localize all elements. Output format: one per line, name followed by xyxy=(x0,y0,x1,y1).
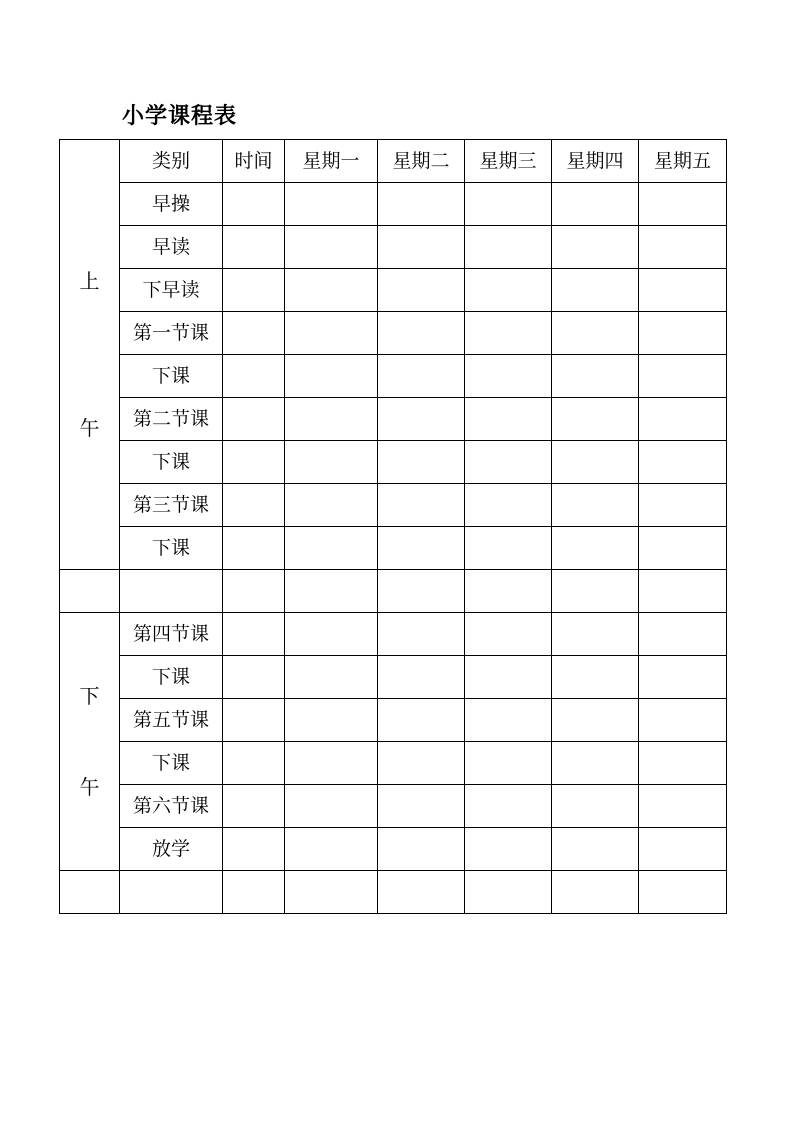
time-cell xyxy=(223,828,285,871)
schedule-cell xyxy=(465,699,552,742)
blank-cell xyxy=(552,570,639,613)
table-row xyxy=(60,355,727,398)
time-cell xyxy=(223,355,285,398)
time-cell xyxy=(223,484,285,527)
row-category: 下课 xyxy=(120,527,223,570)
blank-cell xyxy=(120,871,223,914)
schedule-cell xyxy=(465,441,552,484)
header-day-wed: 星期三 xyxy=(465,140,552,183)
schedule-cell xyxy=(378,398,465,441)
schedule-cell xyxy=(552,355,639,398)
schedule-cell xyxy=(465,785,552,828)
schedule-cell xyxy=(285,226,378,269)
time-cell xyxy=(223,742,285,785)
header-day-thu: 星期四 xyxy=(552,140,639,183)
schedule-cell xyxy=(465,742,552,785)
time-cell xyxy=(223,656,285,699)
blank-cell xyxy=(378,871,465,914)
schedule-cell xyxy=(285,613,378,656)
schedule-cell xyxy=(465,613,552,656)
schedule-cell xyxy=(285,785,378,828)
schedule-cell xyxy=(552,785,639,828)
schedule-cell xyxy=(378,656,465,699)
time-cell xyxy=(223,613,285,656)
schedule-cell xyxy=(285,312,378,355)
row-category: 放学 xyxy=(120,828,223,871)
header-category: 类别 xyxy=(120,140,223,183)
row-category: 第二节课 xyxy=(120,398,223,441)
schedule-cell xyxy=(465,828,552,871)
table-row xyxy=(60,527,727,570)
schedule-cell xyxy=(552,269,639,312)
schedule-cell xyxy=(639,183,727,226)
table-row xyxy=(60,699,727,742)
row-category: 第六节课 xyxy=(120,785,223,828)
schedule-cell xyxy=(552,828,639,871)
schedule-cell xyxy=(378,785,465,828)
row-category: 第四节课 xyxy=(120,613,223,656)
table-row xyxy=(60,183,727,226)
blank-cell xyxy=(639,871,727,914)
schedule-cell xyxy=(378,441,465,484)
schedule-cell xyxy=(639,441,727,484)
schedule-cell xyxy=(378,613,465,656)
schedule-cell xyxy=(639,484,727,527)
afternoon-label-top: 下 xyxy=(79,683,100,708)
schedule-cell xyxy=(639,656,727,699)
schedule-cell xyxy=(378,269,465,312)
page-title: 小学课程表 xyxy=(122,104,238,129)
schedule-cell xyxy=(465,183,552,226)
schedule-cell xyxy=(552,312,639,355)
schedule-cell xyxy=(285,183,378,226)
blank-cell xyxy=(60,871,120,914)
morning-label-bottom: 午 xyxy=(79,416,100,441)
break-row xyxy=(60,570,727,613)
schedule-cell xyxy=(285,656,378,699)
schedule-cell xyxy=(378,527,465,570)
table-row xyxy=(60,312,727,355)
schedule-cell xyxy=(465,355,552,398)
footer-row xyxy=(60,871,727,914)
header-day-fri: 星期五 xyxy=(639,140,727,183)
schedule-cell xyxy=(639,269,727,312)
schedule-cell xyxy=(552,742,639,785)
row-category: 下课 xyxy=(120,656,223,699)
afternoon-label-cell xyxy=(60,613,120,871)
blank-cell xyxy=(378,570,465,613)
schedule-cell xyxy=(378,183,465,226)
schedule-cell xyxy=(552,484,639,527)
schedule-cell xyxy=(465,398,552,441)
schedule-cell xyxy=(285,355,378,398)
schedule-cell xyxy=(378,312,465,355)
time-cell xyxy=(223,312,285,355)
table-row xyxy=(60,269,727,312)
table-row xyxy=(60,828,727,871)
blank-cell xyxy=(120,570,223,613)
schedule-cell xyxy=(552,527,639,570)
schedule-cell xyxy=(639,828,727,871)
table-row xyxy=(60,785,727,828)
row-category: 第三节课 xyxy=(120,484,223,527)
header-row xyxy=(60,140,727,183)
schedule-cell xyxy=(465,226,552,269)
schedule-cell xyxy=(465,312,552,355)
schedule-cell xyxy=(378,355,465,398)
time-cell xyxy=(223,269,285,312)
blank-cell xyxy=(639,570,727,613)
schedule-cell xyxy=(378,226,465,269)
table-row xyxy=(60,398,727,441)
time-cell xyxy=(223,441,285,484)
time-cell xyxy=(223,785,285,828)
table-row xyxy=(60,613,727,656)
header-time: 时间 xyxy=(223,140,285,183)
schedule-cell xyxy=(639,699,727,742)
blank-cell xyxy=(223,871,285,914)
schedule-cell xyxy=(639,312,727,355)
blank-cell xyxy=(60,570,120,613)
blank-cell xyxy=(465,871,552,914)
row-category: 早读 xyxy=(120,226,223,269)
schedule-cell xyxy=(465,527,552,570)
blank-cell xyxy=(465,570,552,613)
time-cell xyxy=(223,527,285,570)
row-category: 下课 xyxy=(120,742,223,785)
morning-label-top: 上 xyxy=(79,268,100,293)
schedule-cell xyxy=(378,484,465,527)
schedule-cell xyxy=(552,398,639,441)
schedule-cell xyxy=(639,527,727,570)
afternoon-label-bottom: 午 xyxy=(79,775,100,800)
row-category: 第五节课 xyxy=(120,699,223,742)
schedule-cell xyxy=(465,269,552,312)
schedule-table xyxy=(59,139,727,914)
blank-cell xyxy=(552,871,639,914)
schedule-cell xyxy=(378,699,465,742)
schedule-cell xyxy=(639,355,727,398)
time-cell xyxy=(223,398,285,441)
schedule-cell xyxy=(639,742,727,785)
schedule-cell xyxy=(285,828,378,871)
schedule-cell xyxy=(639,398,727,441)
time-cell xyxy=(223,226,285,269)
blank-cell xyxy=(223,570,285,613)
schedule-cell xyxy=(552,613,639,656)
schedule-cell xyxy=(552,183,639,226)
schedule-cell xyxy=(285,398,378,441)
schedule-cell xyxy=(378,828,465,871)
table-row xyxy=(60,226,727,269)
schedule-cell xyxy=(639,226,727,269)
morning-label-cell xyxy=(60,140,120,570)
time-cell xyxy=(223,183,285,226)
schedule-cell xyxy=(285,527,378,570)
blank-cell xyxy=(285,570,378,613)
schedule-cell xyxy=(552,441,639,484)
blank-cell xyxy=(285,871,378,914)
schedule-cell xyxy=(552,699,639,742)
table-row xyxy=(60,656,727,699)
table-row xyxy=(60,742,727,785)
row-category: 下课 xyxy=(120,355,223,398)
row-category: 下课 xyxy=(120,441,223,484)
header-day-tue: 星期二 xyxy=(378,140,465,183)
schedule-cell xyxy=(465,656,552,699)
row-category: 下早读 xyxy=(120,269,223,312)
row-category: 早操 xyxy=(120,183,223,226)
table-row xyxy=(60,484,727,527)
schedule-cell xyxy=(285,269,378,312)
table-row xyxy=(60,441,727,484)
schedule-cell xyxy=(552,226,639,269)
schedule-cell xyxy=(285,699,378,742)
schedule-cell xyxy=(285,441,378,484)
schedule-cell xyxy=(552,656,639,699)
row-category: 第一节课 xyxy=(120,312,223,355)
schedule-cell xyxy=(465,484,552,527)
schedule-cell xyxy=(639,613,727,656)
time-cell xyxy=(223,699,285,742)
schedule-cell xyxy=(285,484,378,527)
schedule-cell xyxy=(285,742,378,785)
schedule-cell xyxy=(378,742,465,785)
header-day-mon: 星期一 xyxy=(285,140,378,183)
schedule-cell xyxy=(639,785,727,828)
